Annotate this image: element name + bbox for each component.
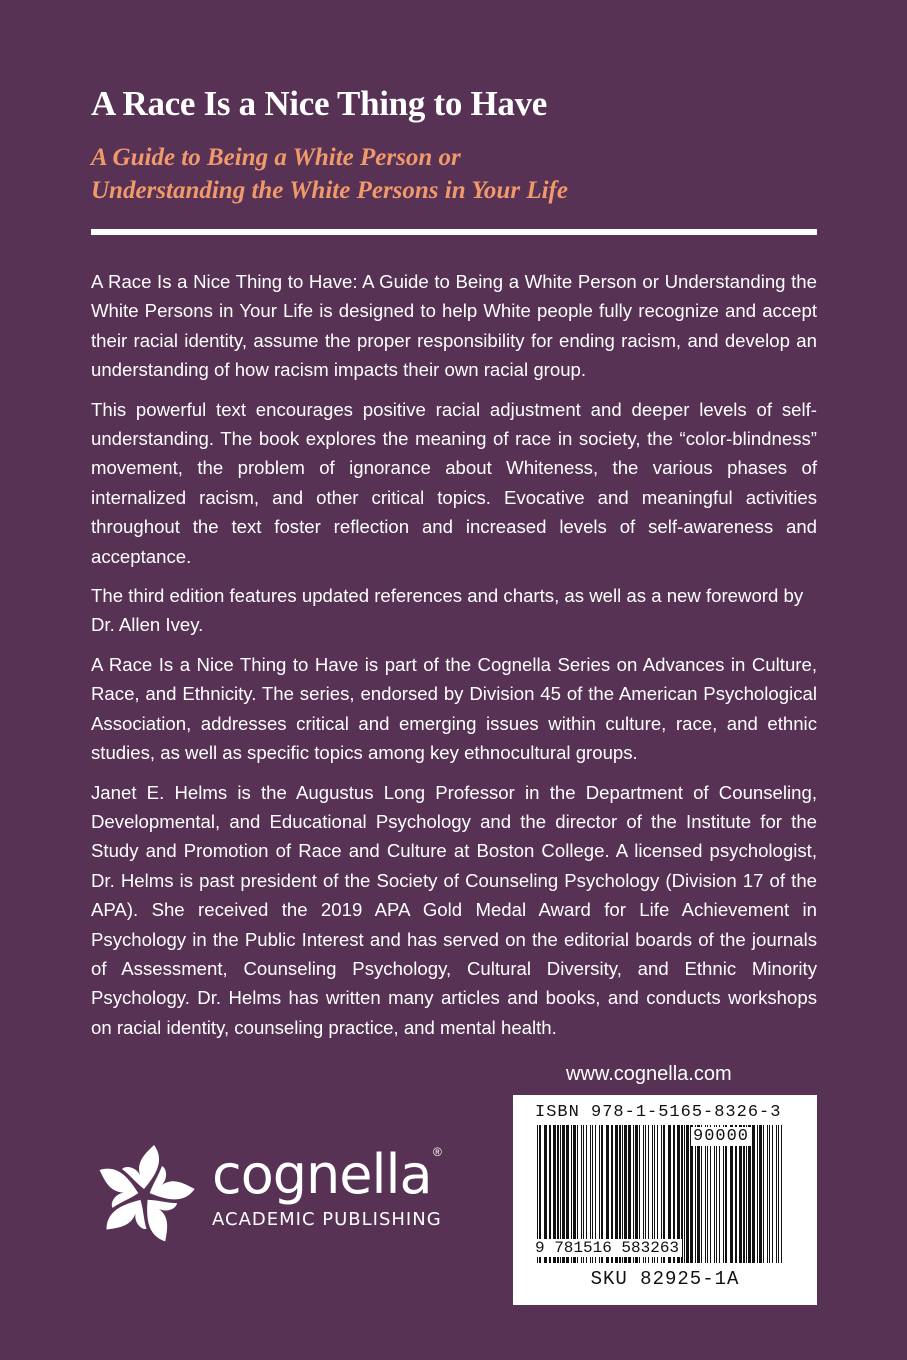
divider-rule	[91, 229, 817, 235]
description-paragraph-3: The third edition features updated references and charts, as well as a new foreword by Dr. Allen Ivey.	[91, 585, 804, 636]
flower-logo-icon	[88, 1139, 200, 1251]
book-title: A Race Is a Nice Thing to Have	[91, 84, 548, 123]
barcode-bar	[686, 1125, 689, 1263]
barcode-label	[513, 1095, 817, 1305]
barcode-bar	[684, 1125, 685, 1263]
barcode-bar	[769, 1125, 770, 1263]
registered-mark: ®	[433, 1145, 442, 1159]
cognella-logo	[88, 1139, 468, 1259]
publisher-website: www.cognella.com	[566, 1063, 732, 1085]
book-subtitle	[91, 141, 811, 207]
barcode-bar	[767, 1125, 768, 1263]
sku-text: SKU 82925-1A	[590, 1268, 740, 1290]
ean-digits: 9 781516 583263	[535, 1239, 682, 1257]
barcode-bar	[778, 1125, 779, 1263]
barcode-bar	[781, 1125, 782, 1263]
description-paragraph-1: A Race Is a Nice Thing to Have: A Guide to Being a White Person or Understanding the White Persons in Your Life is designed to help White people fully recognize and accept their racial identity, assume the proper responsibility for ending racism, and develop an understanding of how racism impacts their own racial group.	[91, 271, 817, 381]
barcode-bar	[757, 1125, 758, 1263]
subtitle-line-2: Understanding the White Persons in Your Life	[91, 177, 568, 204]
barcode-bar	[772, 1125, 773, 1263]
barcode-bar	[763, 1125, 764, 1263]
description-paragraph-4: A Race Is a Nice Thing to Have is part of the Cognella Series on Advances in Culture, Race, and Ethnicity. The series, endorsed by Division 45 of the American Psychological Association, addresses critical and emerging issues within culture, race, and ethnic studies, as well as specific topics among key ethnocultural groups.	[91, 653, 817, 764]
isbn-text: ISBN 978-1-5165-8326-3	[535, 1103, 782, 1122]
description-paragraph-2: This powerful text encourages positive racial adjustment and deeper levels of self-understanding. The book explores the meaning of race in society, the “color-blindness” movement, the problem of ignorance about Whiteness, the various phases of internalized racism, and other critical topics. Evocative and meaningful activities throughout the text foster reflection and increased levels of self-awareness and acceptance.	[91, 398, 817, 567]
price-code: 90000	[693, 1127, 750, 1146]
barcode-bar	[776, 1125, 777, 1263]
logo-tagline: ACADEMIC PUBLISHING	[212, 1209, 442, 1230]
barcode-bar	[752, 1125, 755, 1263]
author-bio-paragraph: Janet E. Helms is the Augustus Long Professor in the Department of Counseling, Developmental, and Educational Psychology and the director of the Institute for the Study and Promotion of Race and Culture at Boston College. A licensed psychologist, Dr. Helms is past president of the Society of Counseling Psychology (Division 17 of the APA). She received the 2019 APA Gold Medal Award for Life Achievement in Psychology in the Public Interest and has served on the editorial boards of the journals of Assessment, Counseling Psychology, Cultural Diversity, and Ethnic Minority Psychology. Dr. Helms has written many articles and books, and conducts workshops on racial identity, counseling practice, and mental health.	[91, 781, 817, 1038]
subtitle-line-1: A Guide to Being a White Person or	[91, 144, 461, 171]
description-body	[91, 267, 817, 1052]
barcode-bar	[759, 1125, 762, 1263]
logo-wordmark: cognella	[212, 1143, 432, 1206]
